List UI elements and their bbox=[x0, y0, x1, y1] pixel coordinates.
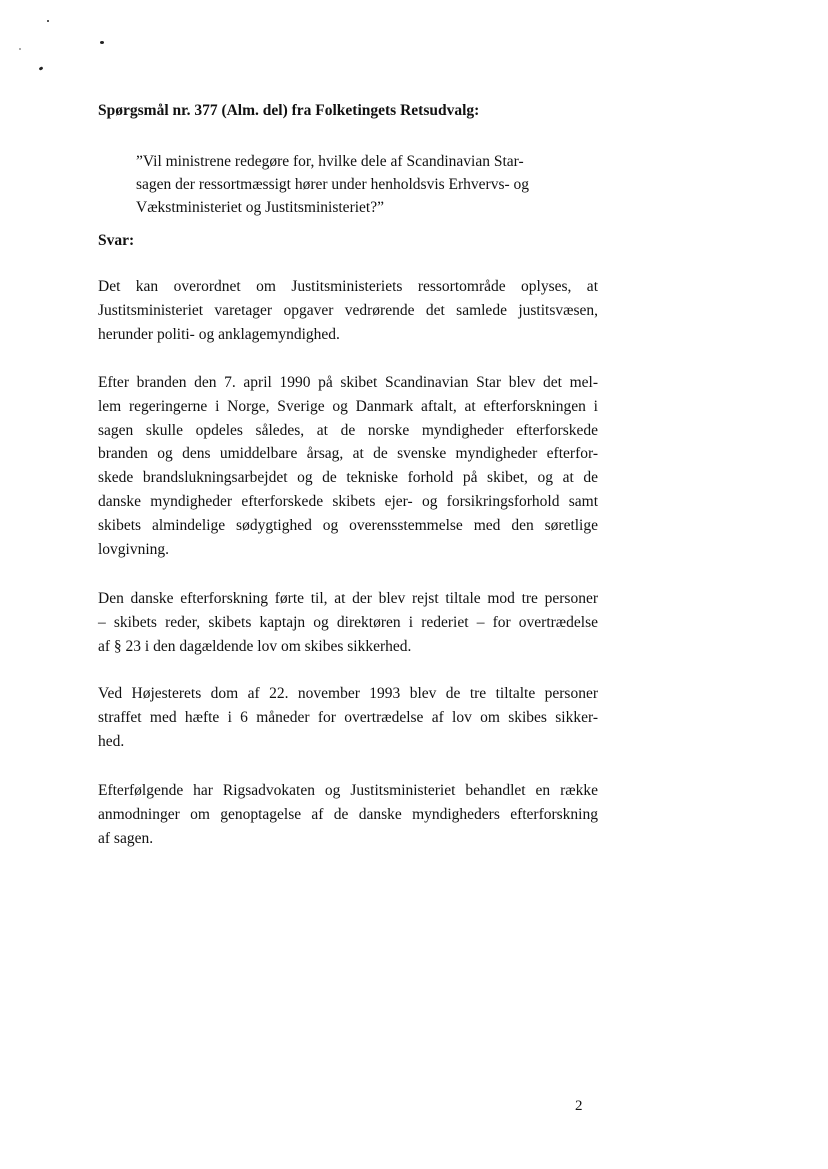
answer-label: Svar: bbox=[98, 232, 135, 249]
paragraph-line: herunder politi- og anklagemyndighed. bbox=[98, 325, 340, 343]
question-line: sagen der ressortmæssigt hører under henholdsvis Erhvervs- og bbox=[136, 176, 530, 193]
paragraph-line: – skibets reder, skibets kaptajn og direktøren i rederiet – for overtrædelse bbox=[98, 613, 598, 631]
question-line: ”Vil ministrene redegøre for, hvilke dele af Scandinavian Star- bbox=[136, 153, 524, 170]
paragraph-line: anmodninger om genoptagelse af de danske myndigheders efterforskning bbox=[98, 805, 598, 823]
answer-paragraph-1 bbox=[98, 275, 598, 346]
paragraph-line: Efter branden den 7. april 1990 på skibet Scandinavian Star blev det mel- bbox=[98, 374, 598, 391]
answer-paragraph-4 bbox=[98, 682, 598, 753]
paragraph-line: af § 23 i den dagældende lov om skibes sikkerhed. bbox=[98, 637, 412, 655]
paragraph-line: Ved Højesterets dom af 22. november 1993 blev de tre tiltalte personer bbox=[98, 685, 598, 702]
paragraph-line: branden og dens umiddelbare årsag, at de svenske myndigheder efterfor- bbox=[98, 445, 598, 463]
answer-paragraph-3 bbox=[98, 587, 598, 658]
paragraph-line: hed. bbox=[98, 732, 125, 750]
paragraph-line: Efterfølgende har Rigsadvokaten og Justitsministeriet behandlet en række bbox=[98, 782, 598, 799]
paragraph-line: skede brandslukningsarbejdet og de tekniske forhold på skibet, og at de bbox=[98, 469, 598, 487]
paragraph-line: skibets almindelige sødygtighed og overensstemmelse med den søretlige bbox=[98, 516, 598, 534]
answer-paragraph-5 bbox=[98, 779, 598, 850]
question-quote bbox=[136, 150, 576, 219]
scan-speck bbox=[47, 20, 49, 22]
scan-speck bbox=[19, 48, 21, 50]
paragraph-line: danske myndigheder efterforskede skibets ejer- og forsikringsforhold samt bbox=[98, 492, 598, 510]
page-number: 2 bbox=[575, 1098, 583, 1114]
scan-speck bbox=[100, 41, 104, 44]
paragraph-line: straffet med hæfte i 6 måneder for overtrædelse af lov om skibes sikker- bbox=[98, 708, 598, 726]
paragraph-line: Den danske efterforskning førte til, at der blev rejst tiltale mod tre personer bbox=[98, 590, 598, 607]
paragraph-line: Det kan overordnet om Justitsministeriets ressortområde oplyses, at bbox=[98, 278, 598, 295]
answer-paragraph-2 bbox=[98, 371, 598, 561]
scan-speck bbox=[39, 66, 44, 71]
paragraph-line: lem regeringerne i Norge, Sverige og Danmark aftalt, at efterforskningen i bbox=[98, 397, 598, 415]
paragraph-line: Justitsministeriet varetager opgaver vedrørende det samlede justitsvæsen, bbox=[98, 301, 598, 319]
question-heading: Spørgsmål nr. 377 (Alm. del) fra Folketingets Retsudvalg: bbox=[98, 102, 480, 119]
paragraph-line: af sagen. bbox=[98, 829, 154, 847]
paragraph-line: sagen skulle opdeles således, at de norske myndigheder efterforskede bbox=[98, 421, 598, 439]
paragraph-line: lovgivning. bbox=[98, 540, 170, 558]
question-line: Vækstministeriet og Justitsministeriet?” bbox=[136, 199, 384, 216]
